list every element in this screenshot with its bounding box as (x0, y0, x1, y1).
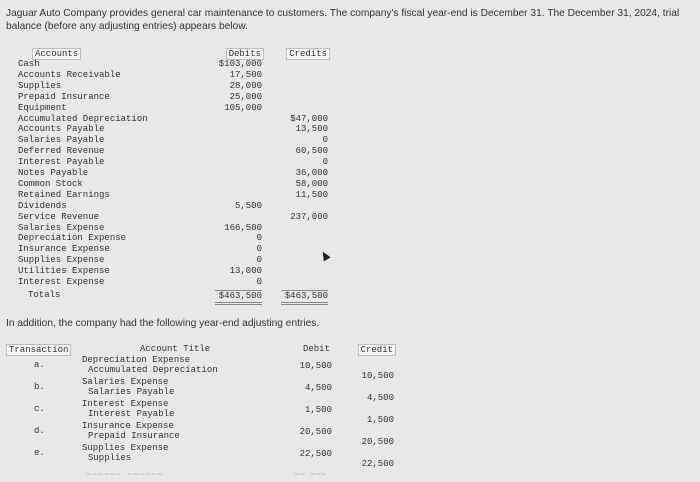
credit-value: 11,500 (295, 189, 328, 200)
total-debits: $463,500 (215, 290, 262, 305)
problem-intro: Jaguar Auto Company provides general car maintenance to customers. The company's fiscal year-end is December 31. The December 31, 2024, trial balance (before any adjusting entries) appears below. (6, 8, 680, 32)
account-title: Accumulated Depreciation (88, 365, 218, 375)
account-name: Supplies (18, 80, 62, 91)
accounts-header: Accounts (32, 48, 81, 60)
debit-value: 13,000 (229, 266, 262, 277)
credit-value: 0 (322, 135, 328, 146)
trial-balance-row (16, 103, 386, 114)
transaction-letter: a. (34, 360, 45, 370)
adjusting-row (6, 387, 406, 403)
adjusting-debit: 20,500 (299, 427, 332, 437)
trial-balance-row (16, 59, 386, 70)
debit-header: Debit (302, 344, 330, 354)
account-title: Insurance Expense (82, 421, 174, 431)
cut-off-row: ~~~~~~ ~~~~~~ (86, 470, 163, 480)
adjusting-header (6, 344, 406, 355)
credit-value: 58,000 (295, 178, 328, 189)
adjusting-credit: 1,500 (366, 415, 394, 425)
debit-value: 0 (256, 233, 262, 244)
adjusting-credit: 22,500 (361, 459, 394, 469)
account-name: Cash (18, 59, 40, 69)
trial-balance-row (16, 201, 386, 212)
adjusting-debit: 10,500 (299, 361, 332, 371)
debit-value: 0 (256, 277, 262, 287)
account-name: Retained Earnings (18, 189, 110, 200)
account-name: Depreciation Expense (18, 233, 127, 244)
trial-balance-row (16, 244, 386, 255)
trial-balance-row (16, 179, 386, 190)
account-name: Accounts Receivable (18, 69, 121, 80)
trial-balance-row (16, 277, 386, 288)
debit-value: 17,500 (229, 69, 262, 80)
adjusting-row (6, 453, 406, 469)
debits-header: Debits (226, 48, 264, 60)
account-name: Utilities Expense (18, 266, 110, 277)
trial-balance-row (16, 190, 386, 201)
account-title: Prepaid Insurance (88, 431, 180, 441)
account-title: Depreciation Expense (82, 355, 191, 365)
trial-balance-row (16, 168, 386, 179)
account-name: Accounts Payable (18, 124, 105, 135)
account-title-header: Account Title (140, 344, 211, 354)
trial-balance-row (16, 92, 386, 103)
totals-label: Totals (28, 289, 61, 300)
adjusting-row (6, 431, 406, 447)
transaction-letter: e. (34, 448, 45, 458)
trial-balance-row (16, 81, 386, 92)
credit-value: 36,000 (295, 168, 328, 178)
credit-value: 237,000 (290, 211, 328, 222)
transaction-header: Transaction (6, 344, 71, 356)
totals-row (16, 290, 386, 301)
transaction-letter: c. (34, 404, 45, 414)
account-name: Deferred Revenue (18, 146, 105, 157)
debit-value: 5,500 (234, 200, 262, 211)
trial-balance-row (16, 135, 386, 146)
account-name: Service Revenue (18, 211, 100, 222)
debit-value: 28,000 (229, 80, 262, 91)
trial-balance-row (16, 146, 386, 157)
account-name: Salaries Payable (18, 135, 105, 146)
trial-balance-row (16, 212, 386, 223)
credit-value: 13,500 (295, 124, 328, 135)
cut-off-value: ~~ ~~~ (294, 470, 327, 480)
trial-balance-row (16, 124, 386, 135)
adjusting-debit: 1,500 (304, 405, 332, 415)
debit-value: $103,000 (218, 59, 262, 69)
account-title: Supplies (88, 453, 132, 463)
trial-balance-header (16, 48, 386, 59)
adjusting-intro: In addition, the company had the following year-end adjusting entries. (6, 318, 320, 329)
debit-value: 0 (256, 255, 262, 266)
account-name: Prepaid Insurance (18, 91, 110, 102)
trial-balance-row (16, 223, 386, 234)
adjusting-credit: 20,500 (361, 437, 394, 447)
account-name: Equipment (18, 102, 67, 113)
adjusting-credit: 4,500 (366, 393, 394, 403)
account-title: Interest Expense (82, 399, 169, 409)
debit-value: 105,000 (224, 102, 262, 113)
account-title: Salaries Expense (82, 377, 169, 387)
debit-value: 166,500 (224, 222, 262, 233)
account-title: Salaries Payable (88, 387, 175, 397)
adjusting-debit: 22,500 (299, 449, 332, 459)
account-name: Common Stock (18, 178, 83, 189)
account-name: Salaries Expense (18, 222, 105, 233)
total-credits: $463,500 (281, 290, 328, 305)
adjusting-credit: 10,500 (361, 371, 394, 381)
adjusting-row (6, 409, 406, 425)
trial-balance-row (16, 114, 386, 125)
account-name: Dividends (18, 200, 67, 211)
transaction-letter: d. (34, 426, 45, 436)
transaction-letter: b. (34, 382, 45, 392)
account-name: Supplies Expense (18, 255, 105, 266)
credits-header: Credits (286, 48, 330, 60)
credit-value: 0 (322, 157, 328, 168)
credit-value: $47,000 (290, 113, 328, 124)
trial-balance-row (16, 70, 386, 81)
account-title: Interest Payable (88, 409, 175, 419)
adjusting-debit: 4,500 (304, 383, 332, 393)
account-name: Accumulated Depreciation (18, 113, 148, 124)
credit-header: Credit (358, 344, 396, 356)
account-name: Insurance Expense (18, 244, 110, 255)
account-name: Interest Expense (18, 277, 105, 287)
debit-value: 25,000 (229, 91, 262, 102)
trial-balance-row (16, 233, 386, 244)
trial-balance-row (16, 157, 386, 168)
trial-balance-row (16, 266, 386, 277)
account-name: Notes Payable (18, 168, 89, 178)
credit-value: 60,500 (295, 146, 328, 157)
adjusting-row (6, 365, 406, 381)
debit-value: 0 (256, 244, 262, 255)
account-name: Interest Payable (18, 157, 105, 168)
account-title: Supplies Expense (82, 443, 169, 453)
